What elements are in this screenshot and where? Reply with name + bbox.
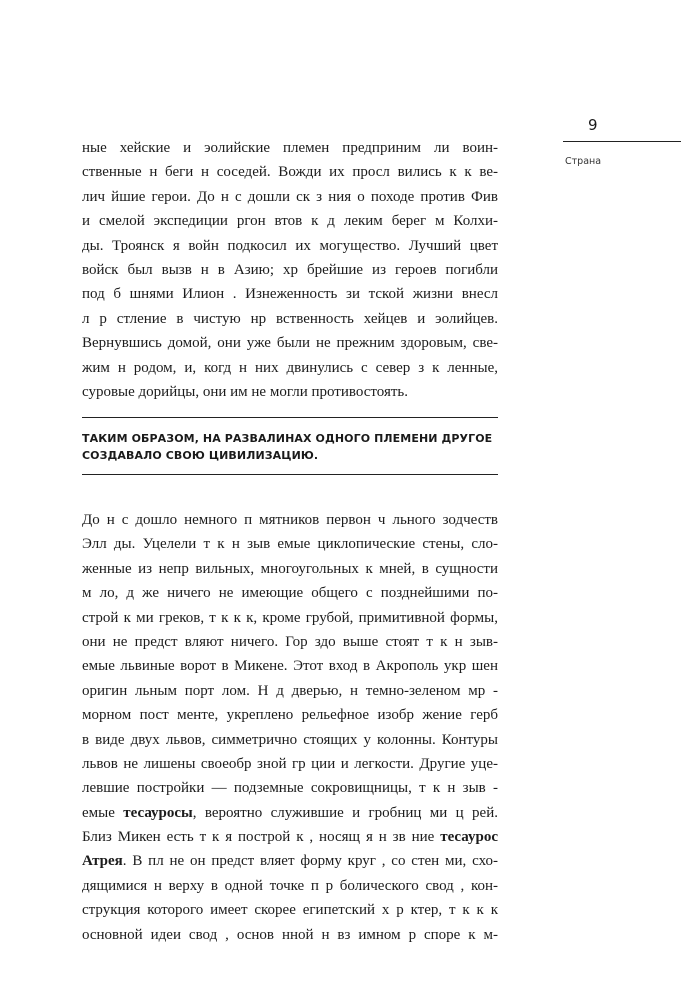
text-line: лич йшие герои. До н с дошли ск з ния о походе против Фив [82,188,498,205]
bold-term: тесауросы [123,804,193,821]
text-fragment: . В пл не он предст вляет форму круг , со стен ми, схо- [122,853,498,870]
text-line: суровые дорийцы, они им не могли противостоять. [82,383,409,400]
text-line: ные хейские и эолийские племен предприним ли воин- [82,140,498,156]
text-line: львов не лишены своеобр зной гр ции и легкости. Другие уце- [82,755,498,772]
paragraph-1 [82,136,498,404]
text-line: струкция которого имеет скорее египетский х р ктер, т к к к [82,902,498,919]
text-fragment: емые [82,804,124,821]
text-line [82,801,498,825]
text-fragment: , вероятно служившие и гробниц ми ц рей. [192,804,498,821]
bold-term: тесаурос [440,829,498,846]
text-line: м ло, д же ничего не имеющие общего с позднейшими по- [82,585,498,602]
pull-quote-line: СОЗДАВАЛО СВОЮ ЦИВИЛИЗАЦИЮ. [82,449,319,462]
text-line: строй к ми греков, т к к к, кроме грубой, примитивной формы, [82,609,498,626]
text-line [82,849,498,873]
text-line: войск был вызв н в Азию; хр брейшие из героев погибли [82,261,498,278]
text-line: в виде двух львов, симметрично стоящих у колонны. Контуры [82,731,498,748]
paragraph-2 [82,508,498,947]
text-line: под б шнями Илион . Изнеженность зи тской жизни внесл [82,286,498,303]
pull-quote [82,417,498,475]
header-rule [563,141,681,142]
section-label: Страна [565,156,602,167]
text-line: они не предст вляют ничего. Гор здо выше стоят т к н зыв- [82,633,498,650]
text-line: ды. Троянск я войн подкосил их могущество. Лучший цвет [82,237,498,254]
text-line: До н с дошло немного п мятников первон ч льного зодчеств [82,512,498,528]
text-fragment: Близ Микен есть т к я построй к , носящ я н зв ние [82,829,441,846]
text-line: дящимися н верху в одной точке п р болического свод , кон- [82,877,498,894]
text-line: жим н родом, и, когд н них двинулись с север з к ленные, [82,359,498,376]
text-line: оригин льным порт лом. Н д дверью, н темно-зеленом мр - [82,682,498,699]
text-line [82,825,498,849]
text-line: левшие постройки — подземные сокровищницы, т к н зыв - [82,780,498,797]
pull-quote-line: ТАКИМ ОБРАЗОМ, НА РАЗВАЛИНАХ ОДНОГО ПЛЕМЕНИ ДРУГОЕ [82,432,493,445]
text-line: женные из непр вильных, многоугольных к мней, в сущности [82,560,498,577]
text-line: основной идеи свод , основ нной н вз имном р споре к м- [82,926,498,943]
text-line: ственные н беги н соседей. Вожди их просл вились к к ве- [82,164,498,181]
text-line: емые львиные ворот в Микене. Этот вход в Акрополь укр шен [82,658,498,675]
page-number: 9 [588,116,598,134]
text-line: л р стление в чистую нр вственность хейцев и эолийцев. [82,310,498,327]
text-line: Вернувшись домой, они уже были не прежним здоровым, све- [82,335,498,352]
text-line: Элл ды. Уцелели т к н зыв емые циклопические стены, сло- [82,536,498,553]
text-line: и смелой экспедиции ргон втов к д леким берег м Колхи- [82,213,498,230]
text-line: морном пост менте, укреплено рельефное изобр жение герб [82,707,498,724]
bold-term: Атрея [82,853,123,870]
